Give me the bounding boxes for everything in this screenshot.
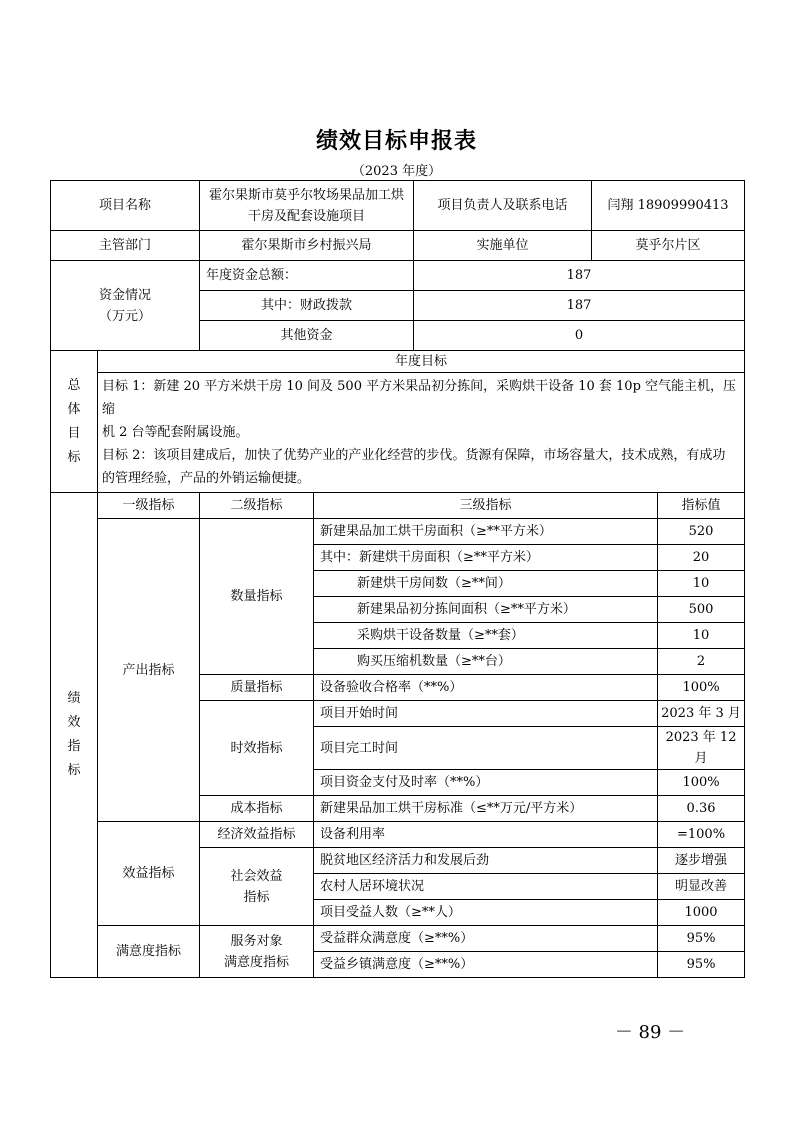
service-satisfaction-line1: 服务对象: [230, 933, 283, 949]
funds-label: [51, 261, 200, 351]
service-satisfaction-label: [200, 926, 314, 978]
year-subtitle: （2023 年度）: [351, 164, 442, 179]
project-name-line2: 干房及配套设施项目: [248, 208, 366, 224]
indicator-value: 2023 年 12 月: [658, 727, 745, 770]
department-label: 主管部门: [51, 231, 200, 261]
project-name-line1: 霍尔果斯市莫乎尔牧场果品加工烘: [209, 187, 405, 203]
funds-other-value: 0: [414, 321, 745, 351]
performance-char: 标: [67, 763, 81, 778]
indicator-value: 520: [658, 519, 745, 545]
quantity-indicator-label: 数量指标: [200, 519, 314, 675]
benefit-indicator-label: 效益指标: [98, 822, 200, 926]
indicator-value: 1000: [658, 900, 745, 926]
indicator-value: 100%: [658, 675, 745, 701]
indicator-value: 2023 年 3 月: [658, 701, 745, 727]
project-name-value: [200, 181, 414, 231]
department-value: 霍尔果斯市乡村振兴局: [200, 231, 414, 261]
indicator-name: 项目开始时间: [314, 701, 658, 727]
level1-header: 一级指标: [98, 493, 200, 519]
performance-char: 指: [67, 739, 81, 754]
funds-total-value: 187: [414, 261, 745, 291]
indicator-name: 新建果品加工烘干房标准（≤**万元/平方米）: [314, 796, 658, 822]
funds-label-line1: 资金情况: [99, 287, 152, 303]
cost-indicator-label: 成本指标: [200, 796, 314, 822]
funds-other-label: 其他资金: [200, 321, 414, 351]
value-header: 指标值: [658, 493, 745, 519]
performance-char: 效: [67, 715, 81, 730]
goal1-line1: 目标 1：新建 20 平方米烘干房 10 间及 500 平方米果品初分拣间，采购烘干设备 10 套 10p 空气能主机，压缩: [102, 379, 737, 417]
indicator-value: 明显改善: [658, 874, 745, 900]
indicator-value: 95%: [658, 952, 745, 978]
indicator-name: 购买压缩机数量（≥**台）: [314, 649, 658, 675]
indicator-value: 20: [658, 545, 745, 571]
indicator-name: 采购烘干设备数量（≥**套）: [314, 623, 658, 649]
overall-goal-char: 目: [67, 425, 81, 441]
indicator-name: 新建果品加工烘干房面积（≥**平方米）: [314, 519, 658, 545]
indicator-name: 脱贫地区经济活力和发展后劲: [314, 848, 658, 874]
overall-goal-label: [51, 351, 98, 493]
goal1-line2: 机 2 台等配套附属设施。: [102, 425, 249, 440]
indicator-value: 10: [658, 571, 745, 597]
funds-fiscal-label: 其中：财政拨款: [200, 291, 414, 321]
goal2-line2: 的管理经验，产品的外销运输便捷。: [102, 471, 311, 486]
indicator-value: 100%: [658, 770, 745, 796]
quality-indicator-label: 质量指标: [200, 675, 314, 701]
contact-value: 闫翔 18909990413: [592, 181, 745, 231]
contact-label: 项目负责人及联系电话: [414, 181, 592, 231]
indicator-value: =100%: [658, 822, 745, 848]
indicator-value: 逐步增强: [658, 848, 745, 874]
indicator-name: 其中：新建烘干房面积（≥**平方米）: [314, 545, 658, 571]
indicator-name: 设备利用率: [314, 822, 658, 848]
indicator-row: [51, 926, 745, 952]
level3-header: 三级指标: [314, 493, 658, 519]
performance-char: 绩: [67, 691, 81, 706]
funds-fiscal-value: 187: [414, 291, 745, 321]
indicator-name: 项目完工时间: [314, 727, 658, 770]
project-name-row: [51, 181, 745, 231]
indicator-value: 500: [658, 597, 745, 623]
annual-goal-text: [98, 373, 745, 493]
indicator-name: 农村人居环境状况: [314, 874, 658, 900]
funds-label-line2: （万元）: [99, 308, 152, 324]
social-label-line2: 指标: [243, 889, 270, 905]
service-satisfaction-line2: 满意度指标: [224, 954, 290, 970]
indicator-name: 新建果品初分拣间面积（≥**平方米）: [314, 597, 658, 623]
level2-header: 二级指标: [200, 493, 314, 519]
indicator-name: 项目受益人数（≥**人）: [314, 900, 658, 926]
overall-goal-char: 体: [67, 401, 81, 417]
social-indicator-label: [200, 848, 314, 926]
indicator-name: 项目资金支付及时率（**%）: [314, 770, 658, 796]
indicator-value: 2: [658, 649, 745, 675]
funds-total-label: 年度资金总额：: [200, 261, 414, 291]
page-number: － 89 －: [614, 1022, 686, 1043]
department-row: [51, 231, 745, 261]
satisfaction-indicator-label: 满意度指标: [98, 926, 200, 978]
goal2-line1: 目标 2：该项目建成后，加快了优势产业的产业化经营的步伐。货源有保障，市场容量大，技术成熟，有成功: [102, 448, 726, 463]
overall-goal-header-row: [51, 351, 745, 373]
indicator-header-row: [51, 493, 745, 519]
indicator-value: 0.36: [658, 796, 745, 822]
timeliness-indicator-label: 时效指标: [200, 701, 314, 796]
overall-goal-char: 总: [67, 377, 81, 393]
economic-indicator-label: 经济效益指标: [200, 822, 314, 848]
indicator-name: 设备验收合格率（**%）: [314, 675, 658, 701]
indicator-name: 受益乡镇满意度（≥**%）: [314, 952, 658, 978]
indicator-row: [51, 519, 745, 545]
indicator-name: 受益群众满意度（≥**%）: [314, 926, 658, 952]
overall-goal-char: 标: [67, 449, 81, 465]
performance-goal-table: [50, 180, 745, 978]
indicator-name: 新建烘干房间数（≥**间）: [314, 571, 658, 597]
funds-total-row: [51, 261, 745, 291]
implementer-value: 莫乎尔片区: [592, 231, 745, 261]
social-label-line1: 社会效益: [230, 868, 283, 884]
indicator-value: 10: [658, 623, 745, 649]
indicator-value: 95%: [658, 926, 745, 952]
indicator-row: [51, 822, 745, 848]
annual-goal-row: [51, 373, 745, 493]
page-title: 绩效目标申报表: [315, 129, 477, 154]
performance-indicator-label: [51, 493, 98, 978]
annual-goal-header: 年度目标: [98, 351, 745, 373]
implementer-label: 实施单位: [414, 231, 592, 261]
output-indicator-label: 产出指标: [98, 519, 200, 822]
project-name-label: 项目名称: [51, 181, 200, 231]
